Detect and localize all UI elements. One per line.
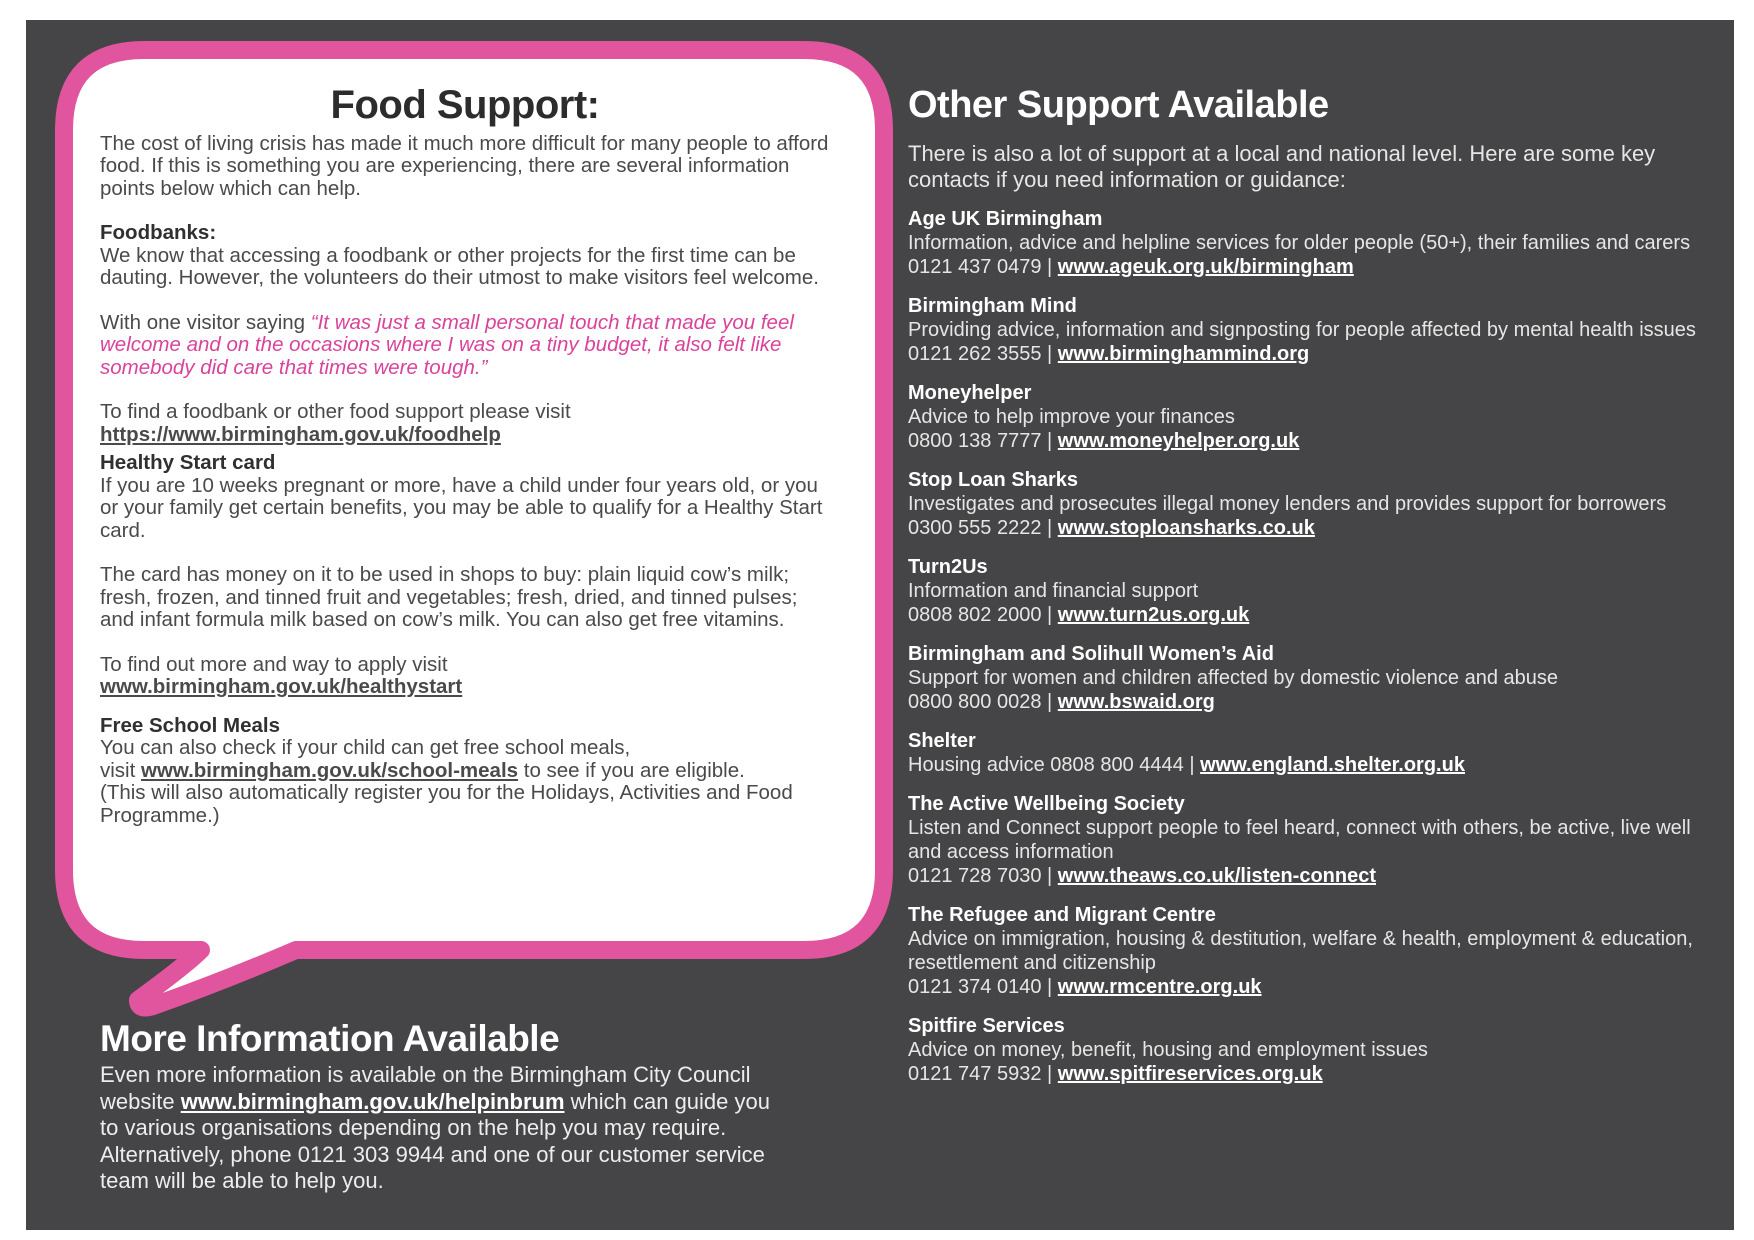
other-support-intro: There is also a lot of support at a local and national level. Here are some key contacts if you need information or guidance: [908,141,1656,192]
contact-active-wellbeing [908,792,1708,888]
contact-refugee-migrant-centre [908,903,1708,999]
find-foodbank-text: To find a foodbank or other food support please visit [100,400,571,423]
contact-phone: 0121 437 0479 | [908,256,1058,278]
school-meals-visit: visit [100,758,141,782]
contact-womens-aid [908,642,1708,714]
contact-link[interactable]: www.moneyhelper.org.uk [1057,430,1300,452]
other-support-section [908,68,1708,1101]
school-meals-link[interactable]: www.birmingham.gov.uk/school-meals [141,758,519,782]
contact-moneyhelper [908,381,1708,453]
contact-link[interactable]: www.theaws.co.uk/listen-connect [1057,865,1376,887]
foodhelp-link[interactable]: https://www.birmingham.gov.uk/foodhelp [100,422,501,446]
apply-block [100,654,830,699]
contact-name: The Refugee and Migrant Centre [908,904,1216,926]
contact-link[interactable]: www.spitfireservices.org.uk [1057,1063,1323,1085]
food-support-intro: The cost of living crisis has made it much more difficult for many people to afford food. If this is something you are experiencing, there are several information points below which can help. [100,131,829,200]
food-support-section [100,70,830,849]
other-support-title: Other Support Available [908,84,1329,126]
foodbanks-heading: Foodbanks: [100,221,217,244]
school-meals-text: You can also check if your child can get free school meals, [100,736,631,759]
contact-description: Providing advice, information and signposting for people affected by mental health issues [908,319,1696,341]
school-meals-eligible: to see if you are eligible. [518,758,745,782]
foodbanks-block [100,222,830,290]
contact-link[interactable]: www.ageuk.org.uk/birmingham [1057,256,1354,278]
contact-description: Advice on immigration, housing & destitution, welfare & health, employment & education, resettlement and citizenship [908,928,1693,974]
contact-name: The Active Wellbeing Society [908,793,1185,815]
more-information-text [100,1062,790,1195]
contact-birmingham-mind [908,294,1708,366]
contact-turn2us [908,555,1708,627]
more-information-title: More Information Available [100,1018,560,1059]
contact-name: Birmingham Mind [908,295,1077,317]
food-support-title: Food Support: [330,83,600,127]
healthy-start-heading: Healthy Start card [100,451,276,474]
contact-shelter [908,729,1708,777]
contact-name: Moneyhelper [908,382,1032,404]
more-information-section [100,1018,790,1195]
visitor-lead: With one visitor saying [100,310,311,334]
contact-spitfire [908,1014,1708,1086]
visitor-quote: “It was just a small personal touch that made you feel welcome and on the occasions where I was on a tiny budget, it also felt like somebody did care that times were tough.” [100,310,794,379]
healthystart-link[interactable]: www.birmingham.gov.uk/healthystart [100,675,463,698]
foodbanks-text: We know that accessing a foodbank or other projects for the first time can be dauting. However, the volunteers do their utmost to make visitors feel welcome. [100,243,819,289]
contact-phone: 0121 262 3555 | [908,343,1058,365]
school-meals-heading: Free School Meals [100,713,281,737]
contact-link[interactable]: www.turn2us.org.uk [1057,604,1250,626]
contact-description: Information, advice and helpline services for older people (50+), their families and carers [908,232,1691,254]
healthy-start-text: If you are 10 weeks pregnant or more, have a child under four years old, or you or your family get certain benefits, you may be able to qualify for a Healthy Start card. [100,473,823,542]
helpinbrum-link[interactable]: www.birmingham.gov.uk/helpinbrum [180,1088,565,1114]
contact-age-uk [908,207,1708,279]
contact-phone: 0121 747 5932 | [908,1063,1058,1085]
contact-description: Advice to help improve your finances [908,406,1235,428]
contact-link[interactable]: www.england.shelter.org.uk [1200,754,1465,776]
more-info-text-before: Even more information is available on the Birmingham City Council website [100,1062,751,1114]
visitor-quote-block [100,312,830,380]
contact-link[interactable]: www.bswaid.org [1057,691,1215,713]
contact-name: Age UK Birmingham [908,208,1103,230]
contact-phone: 0121 374 0140 | [908,976,1058,998]
contact-description: Investigates and prosecutes illegal money lenders and provides support for borrowers [908,493,1667,515]
contact-description: Listen and Connect support people to feel heard, connect with others, be active, live well and access information [908,817,1691,863]
leaflet-page [26,20,1734,1230]
contact-description: Information and financial support [908,580,1199,602]
contact-phone: 0808 802 2000 | [908,604,1058,626]
contact-description: Advice on money, benefit, housing and employment issues [908,1039,1428,1061]
contact-description: Support for women and children affected by domestic violence and abuse [908,667,1559,689]
contact-phone: Housing advice 0808 800 4444 | [908,754,1201,776]
contact-name: Spitfire Services [908,1015,1065,1037]
contact-stop-loan-sharks [908,468,1708,540]
school-meals-note: (This will also automatically register you for the Holidays, Activities and Food Programme.) [100,781,793,827]
more-info-text-after: which can guide you to various organisations depending on the help you may require. Alternatively, phone 0121 303 9944 and one of our customer service team will be able to help you. [100,1088,770,1193]
contact-name: Shelter [908,730,976,752]
contact-phone: 0300 555 2222 | [908,517,1058,539]
contact-link[interactable]: www.stoploansharks.co.uk [1057,517,1315,539]
contact-name: Stop Loan Sharks [908,469,1079,491]
contact-name: Turn2Us [908,556,988,578]
healthy-start-block [100,452,830,542]
find-foodbank-block [100,401,830,446]
apply-text: To find out more and way to apply visit [100,652,448,676]
contact-name: Birmingham and Solihull Women’s Aid [908,643,1274,665]
contact-phone: 0800 800 0028 | [908,691,1058,713]
school-meals-block [100,715,830,828]
contact-link[interactable]: www.birminghammind.org [1057,343,1310,365]
contact-phone: 0121 728 7030 | [908,865,1058,887]
contact-phone: 0800 138 7777 | [908,430,1058,452]
contact-link[interactable]: www.rmcentre.org.uk [1057,976,1262,998]
card-info: The card has money on it to be used in shops to buy: plain liquid cow’s milk; fresh, frozen, and tinned fruit and vegetables; fresh, dried, and tinned pulses; and infant formula milk based on cow’s milk. You can also get free vitamins. [100,563,798,631]
